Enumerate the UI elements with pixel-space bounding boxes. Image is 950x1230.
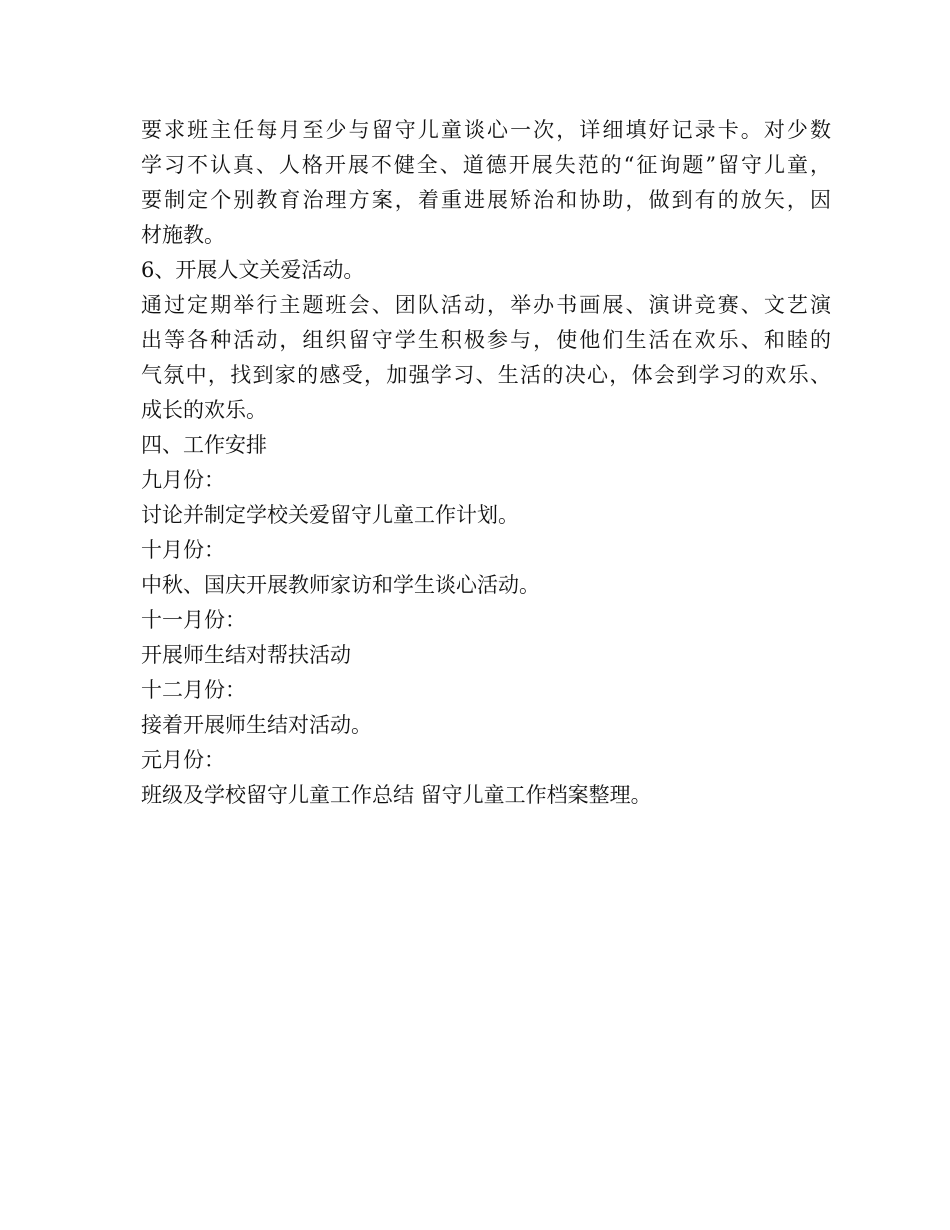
text-line: 接着开展师生结对活动。	[141, 713, 372, 737]
month-label: 十一月份：	[141, 608, 246, 632]
month-label: 九月份：	[141, 468, 225, 492]
body-text	[141, 113, 831, 813]
text-line: 中秋、国庆开展教师家访和学生谈心活动。	[141, 573, 540, 597]
text-line: 开展师生结对帮扶活动	[141, 643, 351, 667]
text-line: 通过定期举行主题班会、团队活动，举办书画展、演讲竞赛、文艺演	[141, 293, 831, 317]
section-heading: 四、工作安排	[141, 433, 267, 457]
text-line: 成长的欢乐。	[141, 398, 267, 422]
text-line: 要制定个别教育治理方案，着重进展矫治和协助，做到有的放矢，因	[141, 188, 831, 212]
text-line: 讨论并制定学校关爱留守儿童工作计划。	[141, 503, 519, 527]
month-label: 元月份：	[141, 748, 225, 772]
text-line: 气氛中，找到家的感受，加强学习、生活的决心，体会到学习的欢乐、	[141, 363, 831, 387]
text-line: 学习不认真、人格开展不健全、道德开展失范的“征询题”留守儿童，	[141, 153, 831, 177]
section-heading: 6、开展人文关爱活动。	[141, 258, 365, 282]
month-label: 十二月份：	[141, 678, 246, 702]
text-line: 出等各种活动，组织留守学生积极参与，使他们生活在欢乐、和睦的	[141, 328, 831, 352]
text-line: 班级及学校留守儿童工作总结 留守儿童工作档案整理。	[141, 783, 652, 807]
text-line: 要求班主任每月至少与留守儿童谈心一次，详细填好记录卡。对少数	[141, 118, 831, 142]
month-label: 十月份：	[141, 538, 225, 562]
text-line: 材施教。	[141, 223, 225, 247]
